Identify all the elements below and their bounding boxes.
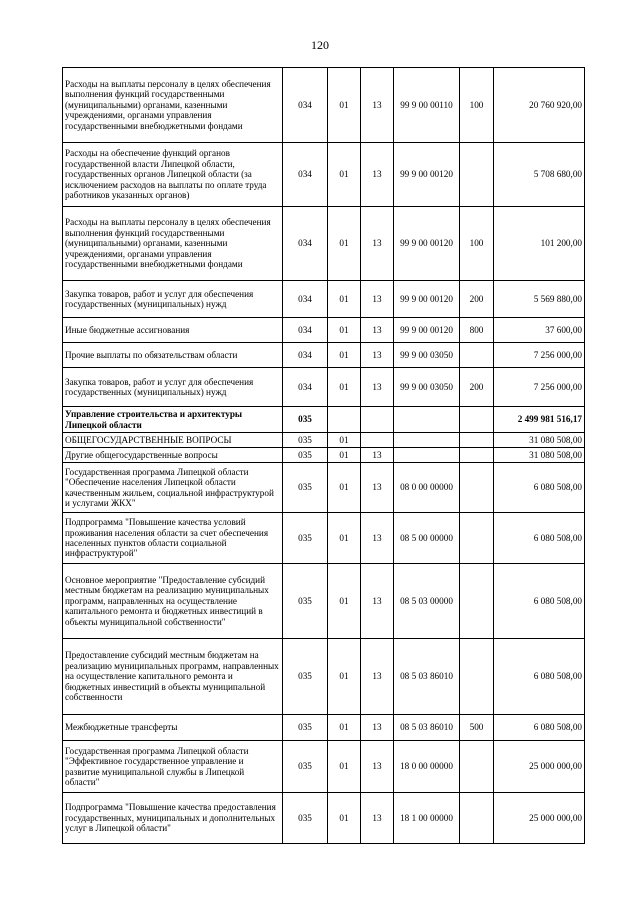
expense-type-cell: 100 xyxy=(460,68,494,143)
amount-cell: 31 080 508,00 xyxy=(494,448,585,463)
amount-cell: 5 569 880,00 xyxy=(494,281,585,318)
expense-type-cell xyxy=(460,564,494,639)
target-article-cell: 08 5 03 00000 xyxy=(394,564,460,639)
subsection-code-cell: 13 xyxy=(361,448,394,463)
amount-cell: 7 256 000,00 xyxy=(494,368,585,407)
amount-cell: 6 080 508,00 xyxy=(494,463,585,513)
ministry-code-cell: 035 xyxy=(283,407,328,433)
subsection-code-cell: 13 xyxy=(361,343,394,368)
expense-type-cell: 500 xyxy=(460,715,494,741)
subsection-code-cell xyxy=(361,407,394,433)
table-row xyxy=(63,793,585,844)
table-row xyxy=(63,207,585,281)
expense-type-cell: 100 xyxy=(460,207,494,281)
ministry-code-cell: 035 xyxy=(283,463,328,513)
target-article-cell: 99 9 00 03050 xyxy=(394,368,460,407)
ministry-code-cell: 035 xyxy=(283,639,328,715)
ministry-code-cell: 035 xyxy=(283,793,328,844)
section-code-cell: 01 xyxy=(328,433,361,448)
ministry-code-cell: 035 xyxy=(283,433,328,448)
expense-type-cell xyxy=(460,513,494,564)
subsection-code-cell: 13 xyxy=(361,318,394,343)
table-row xyxy=(63,564,585,639)
section-code-cell: 01 xyxy=(328,207,361,281)
section-code-cell: 01 xyxy=(328,463,361,513)
amount-cell: 20 760 920,00 xyxy=(494,68,585,143)
section-code-cell: 01 xyxy=(328,513,361,564)
target-article-cell: 99 9 00 00120 xyxy=(394,143,460,207)
ministry-code-cell: 034 xyxy=(283,318,328,343)
row-name-cell: Государственная программа Липецкой области "Эффективное государственное управление и развитие муниципальной службы в Липецкой области" xyxy=(63,741,283,793)
target-article-cell: 99 9 00 00120 xyxy=(394,207,460,281)
amount-cell: 6 080 508,00 xyxy=(494,715,585,741)
expense-type-cell: 200 xyxy=(460,281,494,318)
table-row xyxy=(63,281,585,318)
ministry-code-cell: 034 xyxy=(283,207,328,281)
target-article-cell: 08 5 00 00000 xyxy=(394,513,460,564)
ministry-code-cell: 034 xyxy=(283,281,328,318)
expense-type-cell xyxy=(460,433,494,448)
ministry-code-cell: 035 xyxy=(283,513,328,564)
section-code-cell: 01 xyxy=(328,143,361,207)
section-code-cell: 01 xyxy=(328,793,361,844)
section-code-cell: 01 xyxy=(328,68,361,143)
expense-type-cell xyxy=(460,639,494,715)
row-name-cell: ОБЩЕГОСУДАРСТВЕННЫЕ ВОПРОСЫ xyxy=(63,433,283,448)
subsection-code-cell: 13 xyxy=(361,639,394,715)
target-article-cell: 99 9 00 00120 xyxy=(394,281,460,318)
amount-cell: 6 080 508,00 xyxy=(494,564,585,639)
section-code-cell: 01 xyxy=(328,741,361,793)
target-article-cell: 99 9 00 03050 xyxy=(394,343,460,368)
target-article-cell: 08 5 03 86010 xyxy=(394,639,460,715)
expense-type-cell xyxy=(460,143,494,207)
table-row xyxy=(63,68,585,143)
row-name-cell: Предоставление субсидий местным бюджетам на реализацию муниципальных программ, направленных на осуществление капитального ремонта и бюджетных инвестиций в объекты муниципальной собственности xyxy=(63,639,283,715)
table-row xyxy=(63,318,585,343)
row-name-cell: Подпрограмма "Повышение качества условий проживания населения области за счет обеспечения населенных пунктов области социальной инфраструктурой" xyxy=(63,513,283,564)
ministry-code-cell: 035 xyxy=(283,448,328,463)
target-article-cell: 08 5 03 86010 xyxy=(394,715,460,741)
target-article-cell xyxy=(394,448,460,463)
section-code-cell xyxy=(328,407,361,433)
subsection-code-cell: 13 xyxy=(361,793,394,844)
expense-type-cell xyxy=(460,407,494,433)
table-row xyxy=(63,368,585,407)
section-code-cell: 01 xyxy=(328,343,361,368)
section-code-cell: 01 xyxy=(328,368,361,407)
table-row xyxy=(63,513,585,564)
target-article-cell: 18 1 00 00000 xyxy=(394,793,460,844)
target-article-cell: 99 9 00 00120 xyxy=(394,318,460,343)
subsection-code-cell: 13 xyxy=(361,741,394,793)
expense-type-cell xyxy=(460,448,494,463)
table-row xyxy=(63,741,585,793)
row-name-cell: Иные бюджетные ассигнования xyxy=(63,318,283,343)
amount-cell: 5 708 680,00 xyxy=(494,143,585,207)
subsection-code-cell: 13 xyxy=(361,715,394,741)
table-row xyxy=(63,639,585,715)
target-article-cell: 99 9 00 00110 xyxy=(394,68,460,143)
target-article-cell xyxy=(394,407,460,433)
table-row xyxy=(63,433,585,448)
ministry-code-cell: 035 xyxy=(283,741,328,793)
section-code-cell: 01 xyxy=(328,318,361,343)
subsection-code-cell: 13 xyxy=(361,368,394,407)
row-name-cell: Расходы на выплаты персоналу в целях обеспечения выполнения функций государственными (муниципальными) органами, казенными учреждениями, органами управления государственными внебюджетными фондами xyxy=(63,207,283,281)
amount-cell: 101 200,00 xyxy=(494,207,585,281)
section-code-cell: 01 xyxy=(328,281,361,318)
ministry-code-cell: 034 xyxy=(283,368,328,407)
row-name-cell: Межбюджетные трансферты xyxy=(63,715,283,741)
row-name-cell: Закупка товаров, работ и услуг для обеспечения государственных (муниципальных) нужд xyxy=(63,368,283,407)
target-article-cell: 18 0 00 00000 xyxy=(394,741,460,793)
table-row xyxy=(63,715,585,741)
expense-type-cell: 800 xyxy=(460,318,494,343)
ministry-code-cell: 035 xyxy=(283,715,328,741)
target-article-cell xyxy=(394,433,460,448)
expense-type-cell xyxy=(460,793,494,844)
amount-cell: 6 080 508,00 xyxy=(494,639,585,715)
row-name-cell: Расходы на выплаты персоналу в целях обеспечения выполнения функций государственными (муниципальными) органами, казенными учреждениями, органами управления государственными внебюджетными фондами xyxy=(63,68,283,143)
amount-cell: 6 080 508,00 xyxy=(494,513,585,564)
row-name-cell: Другие общегосударственные вопросы xyxy=(63,448,283,463)
subsection-code-cell xyxy=(361,433,394,448)
table-row xyxy=(63,143,585,207)
table-row xyxy=(63,448,585,463)
amount-cell: 2 499 981 516,17 xyxy=(494,407,585,433)
amount-cell: 37 600,00 xyxy=(494,318,585,343)
ministry-code-cell: 034 xyxy=(283,343,328,368)
table-row xyxy=(63,343,585,368)
section-code-cell: 01 xyxy=(328,564,361,639)
row-name-cell: Подпрограмма "Повышение качества предоставления государственных, муниципальных и дополнительных услуг в Липецкой области" xyxy=(63,793,283,844)
section-code-cell: 01 xyxy=(328,639,361,715)
table-row xyxy=(63,463,585,513)
expense-type-cell xyxy=(460,463,494,513)
amount-cell: 25 000 000,00 xyxy=(494,741,585,793)
amount-cell: 31 080 508,00 xyxy=(494,433,585,448)
subsection-code-cell: 13 xyxy=(361,463,394,513)
row-name-cell: Прочие выплаты по обязательствам области xyxy=(63,343,283,368)
subsection-code-cell: 13 xyxy=(361,281,394,318)
subsection-code-cell: 13 xyxy=(361,564,394,639)
subsection-code-cell: 13 xyxy=(361,68,394,143)
amount-cell: 7 256 000,00 xyxy=(494,343,585,368)
subsection-code-cell: 13 xyxy=(361,207,394,281)
expense-type-cell xyxy=(460,343,494,368)
row-name-cell: Основное мероприятие "Предоставление субсидий местным бюджетам на реализацию муниципальных программ, направленных на осуществление капитального ремонта и бюджетных инвестиций в объекты муниципальной собственности" xyxy=(63,564,283,639)
row-name-cell: Расходы на обеспечение функций органов государственной власти Липецкой области, государственных органов Липецкой области (за исключением расходов на выплаты по оплате труда работников указанных органов) xyxy=(63,143,283,207)
budget-table-body xyxy=(63,68,585,844)
section-code-cell: 01 xyxy=(328,448,361,463)
ministry-code-cell: 035 xyxy=(283,564,328,639)
expense-type-cell xyxy=(460,741,494,793)
row-name-cell: Закупка товаров, работ и услуг для обеспечения государственных (муниципальных) нужд xyxy=(63,281,283,318)
ministry-code-cell: 034 xyxy=(283,68,328,143)
table-row xyxy=(63,407,585,433)
section-code-cell: 01 xyxy=(328,715,361,741)
budget-table xyxy=(62,67,585,844)
amount-cell: 25 000 000,00 xyxy=(494,793,585,844)
subsection-code-cell: 13 xyxy=(361,513,394,564)
row-name-cell: Управление строительства и архитектуры Липецкой области xyxy=(63,407,283,433)
target-article-cell: 08 0 00 00000 xyxy=(394,463,460,513)
row-name-cell: Государственная программа Липецкой области "Обеспечение населения Липецкой области качественным жильем, социальной инфраструктурой и услугами ЖКХ" xyxy=(63,463,283,513)
subsection-code-cell: 13 xyxy=(361,143,394,207)
ministry-code-cell: 034 xyxy=(283,143,328,207)
page-number: 120 xyxy=(311,38,329,52)
expense-type-cell: 200 xyxy=(460,368,494,407)
